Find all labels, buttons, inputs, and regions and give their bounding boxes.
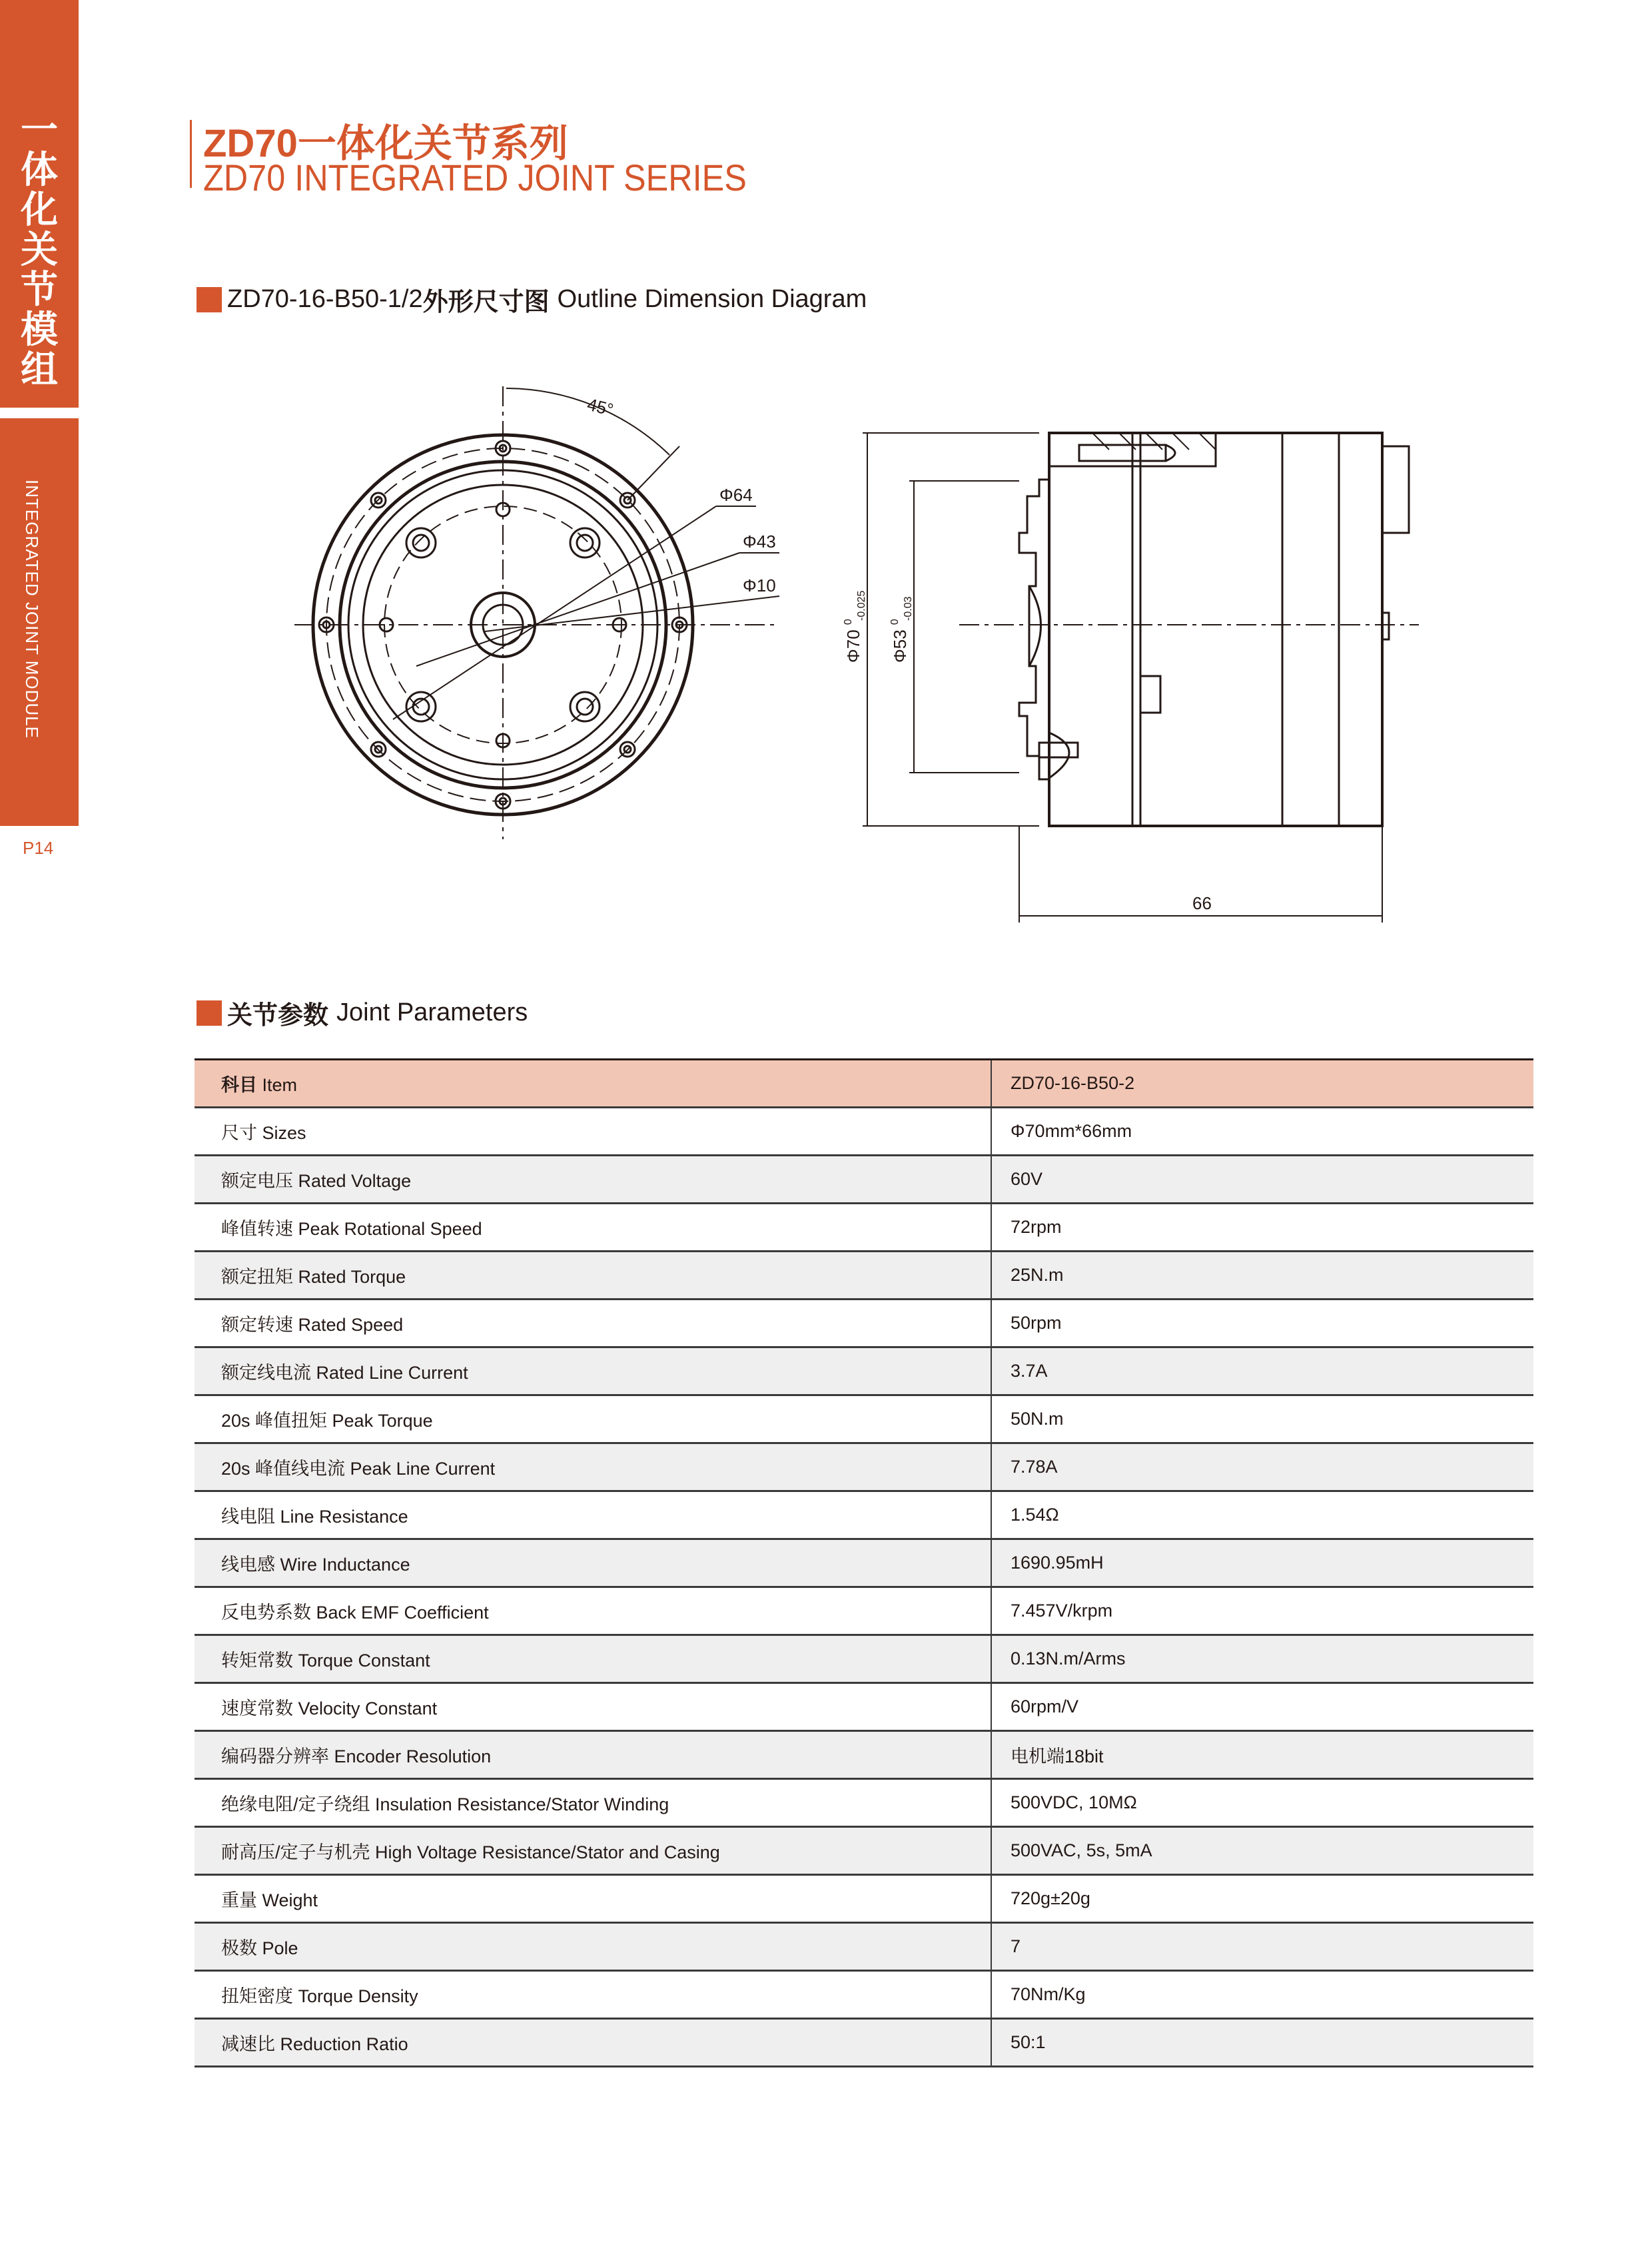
- param-item-cell: 额定转速 Rated Speed: [195, 1300, 991, 1347]
- param-item-cell: 反电势系数 Back EMF Coefficient: [195, 1587, 991, 1635]
- table-row: [195, 1827, 1533, 1875]
- param-item-cell: 额定扭矩 Rated Torque: [195, 1252, 991, 1300]
- table-row: [195, 1347, 1533, 1395]
- table-row: [195, 1779, 1533, 1827]
- param-item-cell: 线电感 Wire Inductance: [195, 1539, 991, 1587]
- dim-label-10: Φ10: [743, 575, 776, 595]
- diagram-title-en: Outline Dimension Diagram: [557, 285, 867, 313]
- table-row: [195, 1539, 1533, 1587]
- table-row: [195, 1252, 1533, 1300]
- param-value-cell: 25N.m: [991, 1252, 1533, 1300]
- param-item-cell: 额定线电流 Rated Line Current: [195, 1347, 991, 1395]
- end-connector: [1382, 446, 1409, 533]
- param-value-cell: Φ70mm*66mm: [991, 1108, 1533, 1156]
- param-value-cell: 72rpm: [991, 1204, 1533, 1252]
- param-value-cell: 500VDC, 10MΩ: [991, 1779, 1533, 1827]
- dim-70-tol: -0.025: [856, 590, 867, 621]
- params-title-cn: 关节参数: [227, 1002, 329, 1030]
- bottom-bolt: [1039, 743, 1078, 757]
- header-item-en: Item: [262, 1075, 298, 1095]
- front-view: [294, 386, 779, 839]
- param-value-cell: 50rpm: [991, 1300, 1533, 1347]
- param-item-cell: 线电阻 Line Resistance: [195, 1491, 991, 1539]
- housing-body: [1049, 433, 1382, 826]
- sidebar-label-cn: 一体化关节模组: [21, 109, 58, 390]
- param-value-cell: 7: [991, 1923, 1533, 1971]
- params-title-en: Joint Parameters: [336, 998, 528, 1026]
- header-item-cell: [195, 1060, 991, 1108]
- side-dim-66: 66: [1192, 893, 1212, 913]
- param-value-cell: 50N.m: [991, 1395, 1533, 1443]
- param-item-cell: 20s 峰值线电流 Peak Line Current: [195, 1443, 991, 1491]
- table-row: [195, 1635, 1533, 1683]
- param-value-cell: 1.54Ω: [991, 1491, 1533, 1539]
- side-dim-70: [835, 590, 867, 663]
- header-item-cn: 科目: [221, 1075, 257, 1095]
- param-value-cell: 720g±20g: [991, 1875, 1533, 1923]
- table-row: [195, 1923, 1533, 1971]
- param-item-cell: 绝缘电阻/定子绕组 Insulation Resistance/Stator Winding: [195, 1779, 991, 1827]
- angle-leader: [627, 446, 679, 500]
- param-value-cell: 500VAC, 5s, 5mA: [991, 1827, 1533, 1875]
- dim-70-label: Φ70: [843, 629, 863, 663]
- dim-53-tol: -0.03: [903, 596, 914, 621]
- param-value-cell: 0.13N.m/Arms: [991, 1635, 1533, 1683]
- param-item-cell: 峰值转速 Peak Rotational Speed: [195, 1204, 991, 1252]
- table-row: [195, 1395, 1533, 1443]
- param-item-cell: 耐高压/定子与机壳 High Voltage Resistance/Stator and Casing: [195, 1827, 991, 1875]
- header-model-cell: ZD70-16-B50-2: [991, 1060, 1533, 1108]
- side-view: [863, 433, 1419, 923]
- table-row: [195, 1971, 1533, 2019]
- table-row: [195, 2019, 1533, 2067]
- section-square-icon: [197, 1000, 222, 1026]
- inner-large-hole: [570, 528, 600, 558]
- table-row: [195, 1731, 1533, 1779]
- param-value-cell: 电机端18bit: [991, 1731, 1533, 1779]
- table-row: [195, 1683, 1533, 1731]
- param-item-cell: 额定电压 Rated Voltage: [195, 1156, 991, 1204]
- inner-large-hole: [406, 692, 436, 721]
- inner-large-hole: [406, 528, 436, 558]
- side-dim-53: [882, 596, 914, 663]
- param-item-cell: 扭矩密度 Torque Density: [195, 1971, 991, 2019]
- dim-leader-64: [393, 506, 716, 719]
- dim-70-tol-upper: 0: [843, 619, 854, 625]
- param-value-cell: 60V: [991, 1156, 1533, 1204]
- angle-label: 45°: [585, 394, 616, 420]
- param-value-cell: 1690.95mH: [991, 1539, 1533, 1587]
- param-value-cell: 7.78A: [991, 1443, 1533, 1491]
- param-value-cell: 50:1: [991, 2019, 1533, 2067]
- param-item-cell: 20s 峰值扭矩 Peak Torque: [195, 1395, 991, 1443]
- dim-53-tol-upper: 0: [889, 619, 901, 625]
- table-row: [195, 1300, 1533, 1347]
- table-row: [195, 1108, 1533, 1156]
- param-item-cell: 重量 Weight: [195, 1875, 991, 1923]
- table-header-row: [195, 1060, 1533, 1108]
- page-number: P14: [23, 838, 54, 858]
- param-item-cell: 速度常数 Velocity Constant: [195, 1683, 991, 1731]
- param-item-cell: 减速比 Reduction Ratio: [195, 2019, 991, 2067]
- dim-label-64: Φ64: [719, 485, 753, 505]
- table-row: [195, 1587, 1533, 1635]
- dim-53-label: Φ53: [890, 629, 910, 663]
- diagram-model: ZD70-16-B50-1/2: [227, 285, 423, 313]
- top-bolt: [1079, 445, 1166, 461]
- dim-label-43: Φ43: [743, 532, 776, 552]
- param-value-cell: 7.457V/krpm: [991, 1587, 1533, 1635]
- joint-parameters-table: [195, 1060, 1533, 2067]
- page-title-cn: ZD70一体化关节系列: [203, 122, 568, 165]
- front-face-profile: [1019, 466, 1049, 779]
- page-title-en: ZD70 INTEGRATED JOINT SERIES: [203, 157, 747, 198]
- angle-arc: [506, 388, 669, 455]
- inner-large-hole: [570, 692, 600, 721]
- param-value-cell: 60rpm/V: [991, 1683, 1533, 1731]
- param-item-cell: 转矩常数 Torque Constant: [195, 1635, 991, 1683]
- sidebar-label-en: INTEGRATED JOINT MODULE: [22, 480, 42, 739]
- dim-leader-10: [485, 596, 779, 631]
- section-heading-params: [197, 994, 528, 1031]
- param-item-cell: 尺寸 Sizes: [195, 1108, 991, 1156]
- table-row: [195, 1491, 1533, 1539]
- diagram-title-cn: 外形尺寸图: [422, 288, 550, 316]
- table-row: [195, 1875, 1533, 1923]
- param-item-cell: 极数 Pole: [195, 1923, 991, 1971]
- table-row: [195, 1156, 1533, 1204]
- table-row: [195, 1204, 1533, 1252]
- table-row: [195, 1443, 1533, 1491]
- param-value-cell: 70Nm/Kg: [991, 1971, 1533, 2019]
- param-item-cell: 编码器分辨率 Encoder Resolution: [195, 1731, 991, 1779]
- param-value-cell: 3.7A: [991, 1347, 1533, 1395]
